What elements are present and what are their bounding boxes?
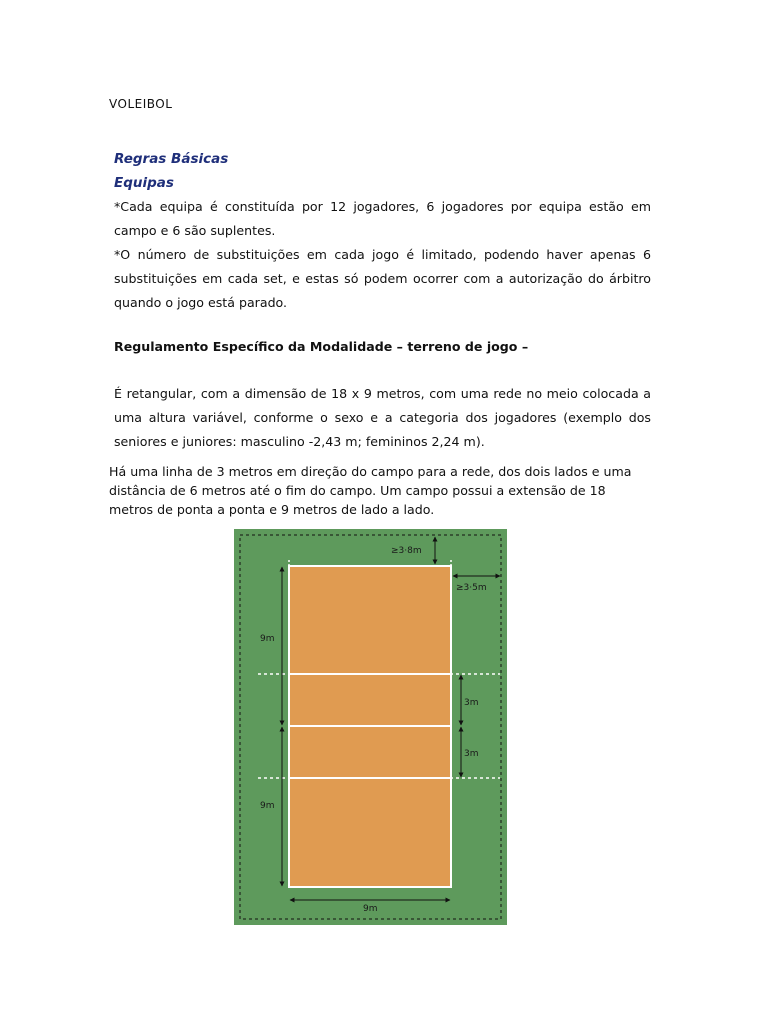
- section-title: Regulamento Específico da Modalidade – terreno de jogo –: [114, 339, 529, 354]
- rule-substitutions: *O número de substituições em cada jogo é limitado, podendo haver apenas 6 substituições em cada set, e estas só podem ocorrer com a autorização do árbitro quando o jogo está parado.: [114, 247, 651, 310]
- heading-teams: Equipas: [114, 175, 174, 191]
- label-half-bottom: 9m: [260, 801, 275, 811]
- label-attack-bottom: 3m: [464, 749, 479, 759]
- volleyball-court-diagram: [234, 529, 507, 925]
- field-description: [114, 382, 651, 454]
- label-width: 9m: [363, 904, 378, 914]
- label-free-zone-side: ≥3·5m: [456, 583, 487, 593]
- label-half-top: 9m: [260, 634, 275, 644]
- label-attack-top: 3m: [464, 698, 479, 708]
- lines-description: Há uma linha de 3 metros em direção do campo para a rede, dos dois lados e uma distância de 6 metros até o fim do campo. Um campo possui a extensão de 18 metros de ponta a ponta e 9 metros de lado a lado.: [109, 464, 632, 517]
- label-free-zone-end: ≥3·8m: [391, 546, 422, 556]
- heading-basic-rules: Regras Básicas: [114, 151, 229, 167]
- field-description-text: É retangular, com a dimensão de 18 x 9 metros, com uma rede no meio colocada a uma altura variável, conforme o sexo e a categoria dos jogadores (exemplo dos seniores e juniores: masculino -2,43 m; femininos 2,24 m).: [114, 386, 651, 449]
- document-title: VOLEIBOL: [109, 97, 173, 111]
- teams-rules: [114, 195, 651, 315]
- rule-team-size: *Cada equipa é constituída por 12 jogadores, 6 jogadores por equipa estão em campo e 6 são suplentes.: [114, 199, 651, 238]
